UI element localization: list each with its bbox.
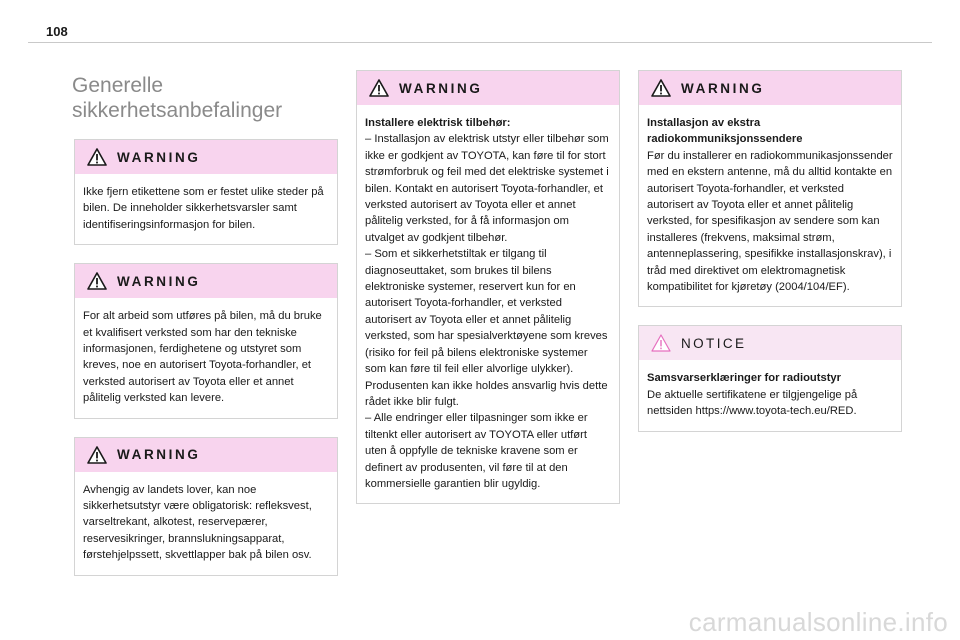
notice-triangle-icon — [651, 334, 671, 352]
warning-header — [75, 438, 337, 472]
warning-item: – Som et sikkerhetstiltak er tilgang til diagnoseuttaket, som brukes til bilens elektroniske systemer, reservert kun for en autorisert Toyota-forhandler, et verksted autorisert av Toyota eller et annet pålitelig verksted, som har spesialverktøyene som kreves (risiko for feil på bilens elektroniske systemer som kan føre til feil eller alvorlige ulykker). Produsenten kan ikke holdes ansvarlig hvis dette rådet ikke blir fulgt. — [365, 248, 608, 408]
notice-header — [639, 326, 901, 360]
column-1 — [74, 70, 338, 594]
warning-triangle-icon — [369, 79, 389, 97]
column-3 — [638, 70, 902, 450]
warning-box-labels — [74, 139, 338, 245]
warning-triangle-icon — [87, 446, 107, 464]
notice-subtitle: Samsvarserklæringer for radioutstyr — [647, 372, 841, 385]
warning-triangle-icon — [87, 148, 107, 166]
warning-text: For alt arbeid som utføres på bilen, må du bruke et kvalifisert verksted som har den tekniske informasjonen, ferdighetene og utstyret som kreves, noe en autorisert Toyota-forhandler, et verksted autorisert av Toyota eller et annet pålitelig verksted kan levere. — [83, 310, 322, 405]
warning-subtitle: Installere elektrisk tilbehør: — [365, 117, 511, 129]
warning-subtitle: Installasjon av ekstra radiokommuniksjonssendere — [647, 117, 803, 146]
warning-box-equipment — [74, 437, 338, 576]
warning-body — [75, 174, 337, 244]
warning-label: WARNING — [117, 447, 201, 463]
warning-header — [357, 71, 619, 105]
warning-label: WARNING — [681, 80, 765, 96]
warning-triangle-icon — [87, 272, 107, 290]
warning-body — [75, 472, 337, 575]
warning-label: WARNING — [399, 80, 483, 96]
warning-triangle-icon — [651, 79, 671, 97]
warning-header — [639, 71, 901, 105]
warning-text: Før du installerer en radiokommunikasjonssender med en ekstern antenne, må du alltid kontakte en autorisert Toyota-forhandler, et verksted autorisert av Toyota eller et annet pålitelig verksted, for spesifikasjon av sendere som kan installeres (frekvens, maksimal strøm, antenneplassering, spesifikke installasjonskrav), i tråd med direktivet om elektromagnetisk kompatibilitet for kjøretøy (2004/104/EF). — [647, 149, 893, 294]
page-number: 108 — [46, 24, 68, 39]
warning-box-workshop — [74, 263, 338, 418]
watermark: carmanualsonline.info — [688, 607, 948, 637]
warning-body — [357, 105, 619, 503]
notice-box-radio-conformity — [638, 325, 902, 431]
warning-text: Avhengig av landets lover, kan noe sikkerhetsutstyr være obligatorisk: refleksvest, varseltrekant, alkotest, reservepærer, reservesikringer, brannslukningsapparat, førstehjelpssett, skvettlapper bak på bilen osv. — [83, 483, 312, 562]
section-title — [72, 73, 338, 123]
warning-label: WARNING — [117, 149, 201, 165]
column-2 — [356, 70, 620, 522]
warning-item: – Installasjon av elektrisk utstyr eller tilbehør som ikke er godkjent av TOYOTA, kan føre til for stort strømforbruk og feil med det elektriske systemet i bilen. Kontakt en autorisert Toyota-forhandler, et verksted autorisert av Toyota eller et annet pålitelig verksted, for å få informasjon om utvalget av godkjent tilbehør. — [365, 133, 609, 244]
header-divider — [28, 42, 932, 43]
warning-box-electrical-accessories — [356, 70, 620, 504]
warning-body — [639, 105, 901, 306]
notice-text: De aktuelle sertifikatene er tilgjengelige på nettsiden https://www.toyota-tech.eu/RED. — [647, 388, 858, 418]
section-title-line-1: Generelle — [72, 74, 164, 97]
warning-box-radio-transmitters — [638, 70, 902, 307]
warning-header — [75, 140, 337, 174]
warning-text: Ikke fjern etikettene som er festet ulike steder på bilen. De inneholder sikkerhetsvarsler samt identifiseringsinformasjon for bilen. — [83, 186, 324, 231]
warning-item: – Alle endringer eller tilpasninger som ikke er tiltenkt eller autorisert av TOYOTA eller utført uten å oppfylle de tekniske kravene som er definert av produsenten, vil føre til at den kommersielle garantien blir ugyldig. — [365, 412, 588, 490]
warning-header — [75, 264, 337, 298]
notice-label: NOTICE — [681, 335, 747, 351]
section-title-line-2: sikkerhetsanbefalinger — [72, 99, 283, 122]
warning-label: WARNING — [117, 273, 201, 289]
notice-body — [639, 360, 901, 430]
warning-body — [75, 298, 337, 417]
